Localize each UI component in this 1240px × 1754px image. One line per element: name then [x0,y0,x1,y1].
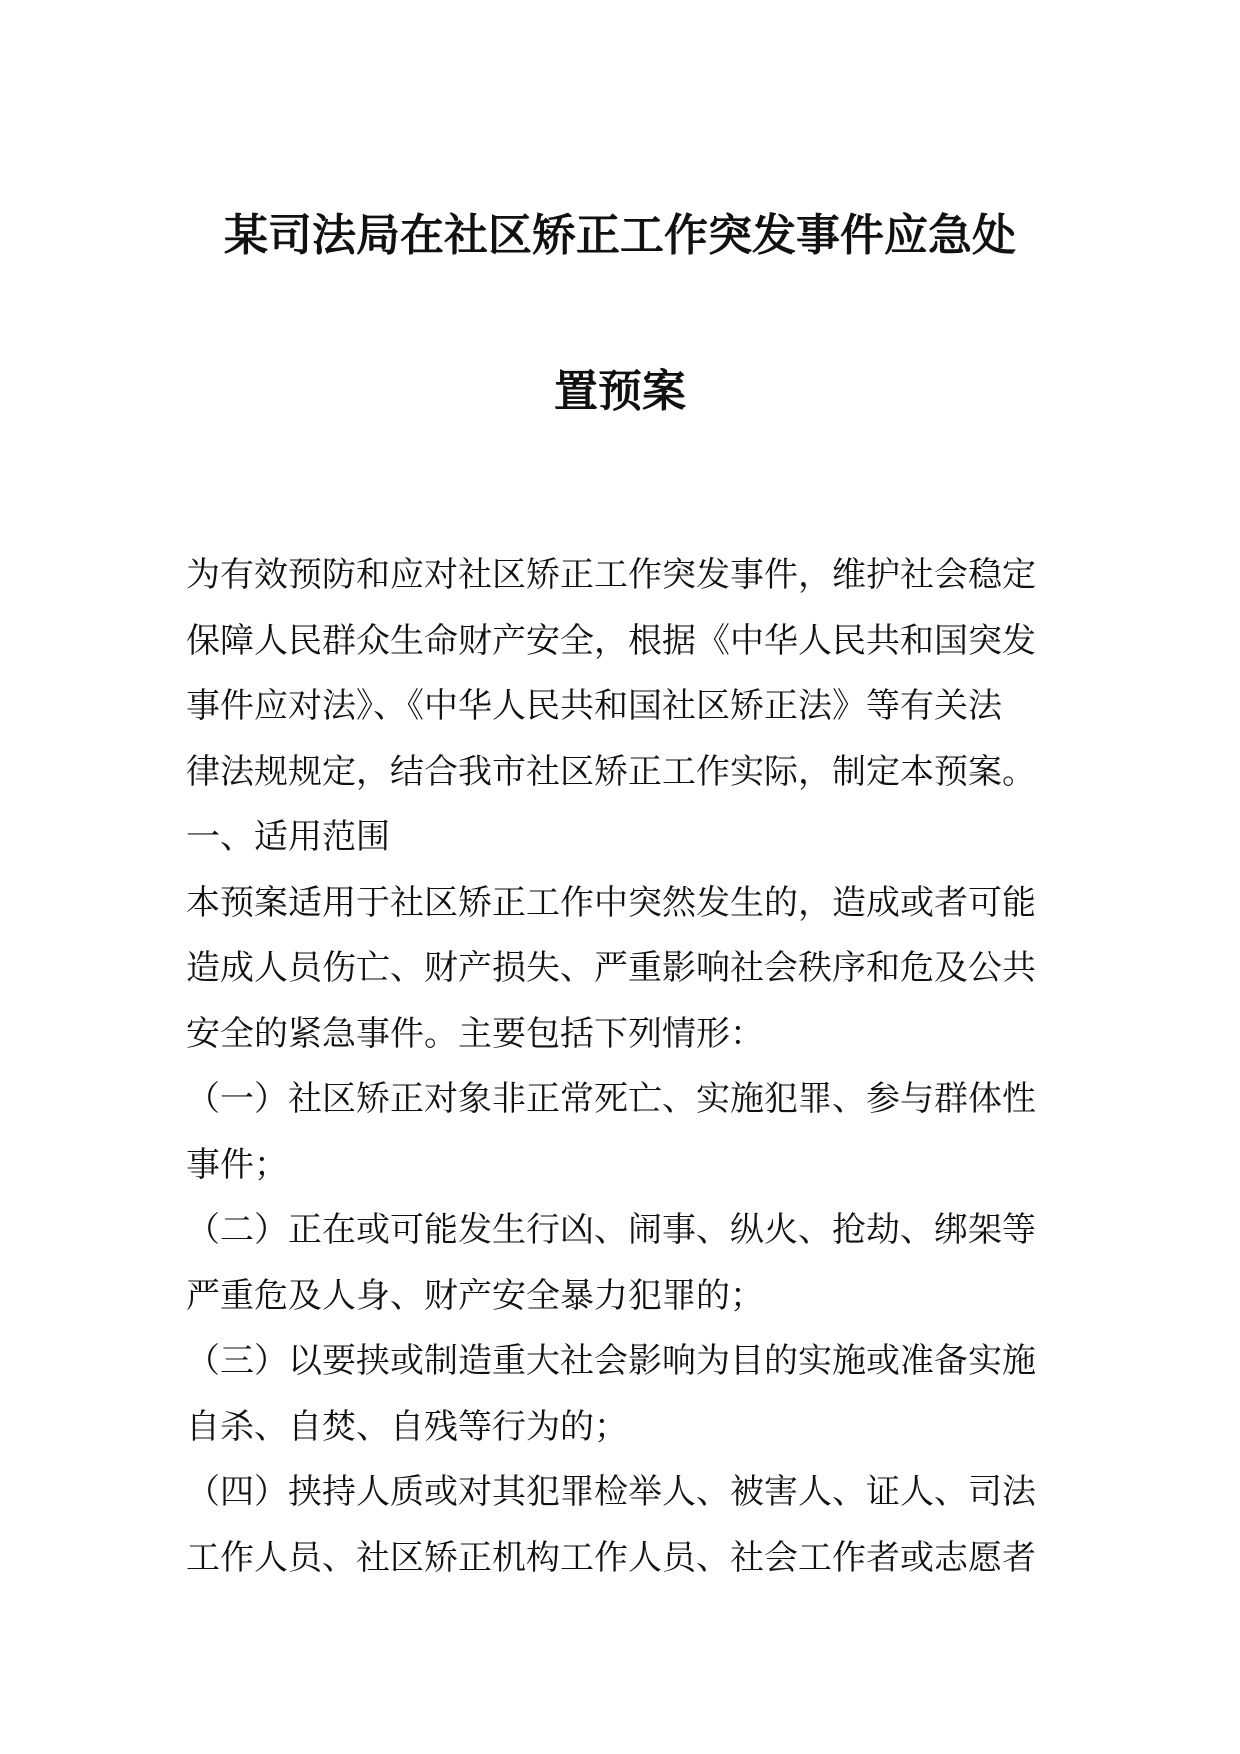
list-item-3: （三）以要挟或制造重大社会影响为目的实施或准备实施 [186,1341,1036,1381]
list-item-3-cont: 自杀、自焚、自残等行为的； [186,1406,628,1447]
body-line: 保障人民群众生命财产安全，根据《中华人民共和国突发 [186,620,1036,661]
list-item-1-cont: 事件； [186,1144,288,1185]
document-body [186,543,1066,1591]
list-item-2-cont: 严重危及人身、财产安全暴力犯罪的； [186,1275,764,1316]
body-line: 律法规规定，结合我市社区矫正工作实际，制定本预案。 [186,751,1036,792]
body-line: 为有效预防和应对社区矫正工作突发事件，维护社会稳定 [186,555,1036,595]
list-item-2: （二）正在或可能发生行凶、闹事、纵火、抢劫、绑架等 [186,1210,1036,1250]
body-line: 本预案适用于社区矫正工作中突然发生的，造成或者可能 [186,882,1036,923]
list-item-4: （四）挟持人质或对其犯罪检举人、被害人、证人、司法 [186,1472,1036,1512]
section-heading-scope: 一、适用范围 [186,817,390,857]
list-item-4-cont: 工作人员、社区矫正机构工作人员、社会工作者或志愿者 [186,1537,1036,1578]
body-line: 安全的紧急事件。主要包括下列情形： [186,1013,764,1054]
list-item-1: （一）社区矫正对象非正常死亡、实施犯罪、参与群体性 [186,1079,1036,1119]
body-line: 造成人员伤亡、财产损失、严重影响社会秩序和危及公共 [186,948,1036,988]
document-title-line-1: 某司法局在社区矫正工作突发事件应急处 [224,210,1016,261]
document-title-line-2: 置预案 [554,366,686,417]
body-line: 事件应对法》、《中华人民共和国社区矫正法》等有关法 [186,686,1002,726]
